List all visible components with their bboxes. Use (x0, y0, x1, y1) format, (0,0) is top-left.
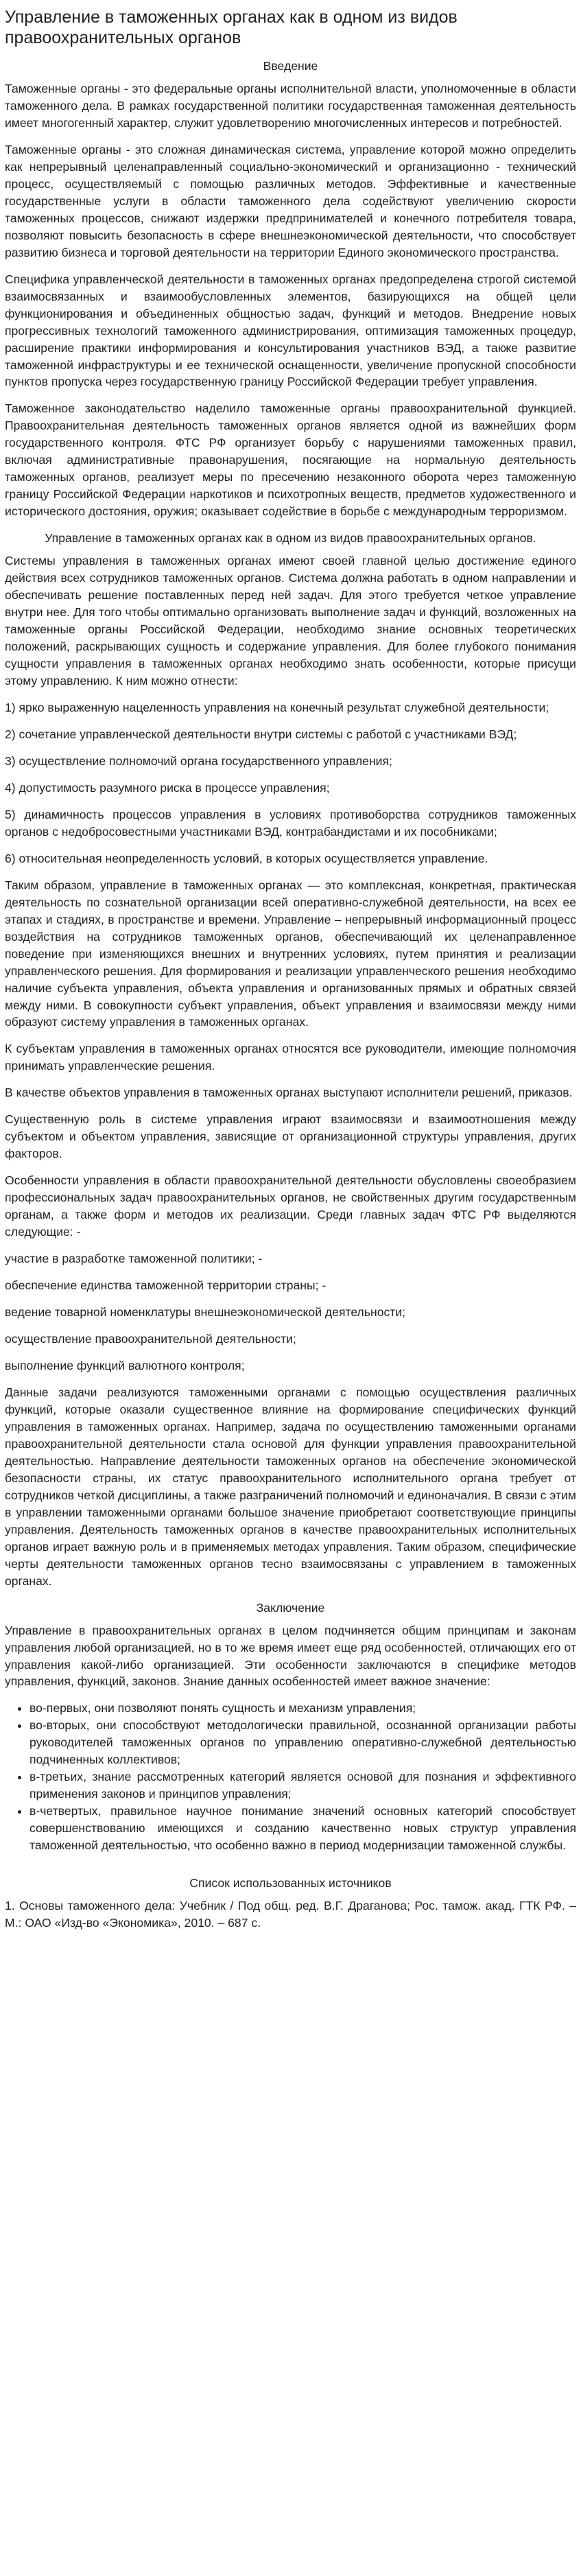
feature-item: 5) динамичность процессов управления в условиях противоборства сотрудников таможенных органов с недобросовестными участниками ВЭД, контрабандистами и их пособниками; (5, 807, 576, 839)
references-heading: Список использованных источников (189, 1876, 392, 1890)
main-section-heading: Управление в таможенных органах как в одном из видов правоохранительных органов. (45, 531, 536, 546)
main-paragraph: К субъектам управления в таможенных органах относятся все руководители, имеющие полномочия принимать управленческие решения. (5, 1042, 576, 1073)
conclusion-paragraph: Управление в правоохранительных органах в целом подчиняется общим принципам и законам управления любой организацией, но в то же время имеет еще ряд особенностей, отличающих его от управления какой-либо организацией. Эти особенности заключаются в специфике методов управления, функций, законов. Знание данных особенностей имеет важное значение: (5, 1623, 576, 1689)
list-item: • во-вторых, они способствуют методологически правильной, осознанной организации работы руководителей таможенных органов по управлению оперативно-служебной деятельностью подчиненных коллективов; (29, 1717, 576, 1768)
intro-paragraph: Специфика управленческой деятельности в таможенных органах предопределена строгой системой взаимосвязанных и взаимообусловленных элементов, базирующихся на общей цели функционирования и объединенных общностью задач, функций и методов. Внедрение новых прогрессивных технологий таможенного администрирования, оптимизация таможенных процедур, расширение практики информирования и консультирования участников ВЭД, а также развитие таможенной инфраструктуры и ее технической оснащенности, увеличение пропускной способности пунктов пропуска через государственную границу Российской Федерации требует управления. (5, 272, 576, 389)
task-item: осуществление правоохранительной деятельности; (5, 1332, 296, 1346)
main-paragraph: Таким образом, управление в таможенных органах — это комплексная, конкретная, практическая деятельность по сознательной организации всей оперативно-служебной деятельности, на всех ее этапах и стадиях, в пространстве и времени. Управление – непрерывный информационный процесс воздействия на сотрудников таможенных органов, обеспечивающий их целенаправленное поведение при изменяющихся внешних и внутренних условиях, путем принятия и реализации управленческого решения. Для формирования и реализации управленческого решения необходимо наличие субъекта управления, объекта управления и организованных прямых и обратных связей между ними. В совокупности субъект управления, объект управления и взаимосвязи между ними образуют систему управления в таможенных органах. (5, 878, 576, 1029)
list-item: • в-четвертых, правильное научное понимание значений основных категорий способствует совершенствованию имеющихся и созданию качественно новых структур управления таможенной деятельностью, что особенно важно в период модернизации таможенной службы. (29, 1803, 576, 1854)
intro-paragraph: Таможенные органы - это сложная динамическая система, управление которой можно определить как непрерывный целенаправленный социально-экономический и организационно - технический процесс, осуществляемый с помощью различных методов. Эффективные и качественные государственные услуги в области таможенного дела содействуют увеличению скорости таможенных процессов, снижают издержки предпринимателей и конечного потребителя товара, позволяют повысить безопасность в сфере внешнеэкономической деятельности, что способствует развитию бизнеса и торговой деятельности на территории Единого экономического пространства. (5, 142, 576, 259)
task-item: участие в разработке таможенной политики; - (5, 1252, 263, 1266)
feature-item: 6) относительная неопределенность условий, в которых осуществляется управление. (5, 851, 488, 865)
document-page (0, 7, 581, 1932)
main-paragraph: Системы управления в таможенных органах имеют своей главной целью достижение единого действия всех сотрудников таможенных органов. Система должна работать в одном направлении и обеспечивать решение поставленных перед ней задач. Для этого требуется четкое управление внутри нее. Для того чтобы оптимально организовать выполнение задач и функций, возложенных на таможенные органы Российской Федерации, необходимо знание основных теоретических положений, раскрывающих сущность и содержание управления. Для более глубокого понимания сущности управления в таможенных органах необходимо знать особенности, которые присущи этому управлению. К ним можно отнести: (5, 554, 576, 688)
list-item: • в-третьих, знание рассмотренных категорий является основой для познания и эффективного применения законов и принципов управления; (29, 1768, 576, 1803)
feature-item: 2) сочетание управленческой деятельности внутри системы с работой с участниками ВЭД; (5, 727, 517, 741)
conclusion-list (5, 1700, 576, 1854)
feature-item: 4) допустимость разумного риска в процессе управления; (5, 780, 330, 795)
task-item: выполнение функций валютного контроля; (5, 1359, 245, 1372)
reference-item: 1. Основы таможенного дела: Учебник / Под общ. ред. В.Г. Драганова; Рос. тамож. акад. ГТК РФ. – М.: ОАО «Изд-во «Экономика», 2010. – 687 с. (5, 1899, 576, 1930)
page-title: Управление в таможенных органах как в одном из видов правоохранительных органов (5, 8, 458, 47)
main-paragraph: Существенную роль в системе управления играют взаимосвязи и взаимоотношения между субъектом и объектом управления, зависящие от организационной структуры управления, других факторов. (5, 1112, 576, 1161)
list-item: • во-первых, они позволяют понять сущность и механизм управления; (29, 1700, 576, 1717)
feature-item: 1) ярко выраженную нацеленность управления на конечный результат служебной деятельности; (5, 700, 549, 714)
feature-item: 3) осуществление полномочий органа государственного управления; (5, 753, 392, 768)
main-paragraph: Особенности управления в области правоохранительной деятельности обусловлены своеобразием профессиональных задач правоохранительных органов, не свойственных другим государственным органам, а также форм и методов их реализации. Среди главных задач ФТС РФ выделяются следующие: - (5, 1173, 576, 1239)
intro-paragraph: Таможенное законодательство наделило таможенные органы правоохранительной функцией. Правоохранительная деятельность таможенных органов является одной из важнейших форм государственного контроля. ФТС РФ организует борьбу с нарушениями таможенных правил, включая административные правонарушения, посягающие на нормальную деятельность таможенных органов, реализует меры по пресечению незаконного оборота через таможенную границу Российской Федерации наркотиков и психотропных веществ, предметов художественного и исторического достояния, оружия; оказывает содействие в борьбе с международным терроризмом. (5, 401, 576, 519)
intro-heading: Введение (263, 59, 318, 73)
intro-paragraph: Таможенные органы - это федеральные органы исполнительной власти, уполномоченные в области таможенного дела. В рамках государственной политики государственная таможенная деятельность имеет многогенный характер, служит удовлетворению многочисленных интересов и потребностей. (5, 81, 576, 130)
main-paragraph: Данные задачи реализуются таможенными органами с помощью осуществления различных функций, которые оказали существенное влияние на формирование специфических функций управления в таможенных органах. Например, задача по осуществлению таможенными органами правоохранительной деятельности стала основой для функции управления правоохранительной деятельностью. Направление деятельности таможенных органов на обеспечение экономической безопасности страны, их статус правоохранительного исполнительного органа требует от сотрудников четкой дисциплины, а также разграничений полномочий и единоначалия. В связи с этим в управлении таможенными органами большое значение приобретают соответствующие принципы управления. Деятельность таможенных органов в качестве правоохранительных исполнительных органов играет важную роль и в применяемых методах управления. Таким образом, специфические черты деятельности таможенных органов тесно взаимосвязаны с управлением в таможенных органах. (5, 1385, 576, 1588)
conclusion-heading: Заключение (256, 1600, 325, 1615)
task-item: обеспечение единства таможенной территории страны; - (5, 1278, 327, 1293)
task-item: ведение товарной номенклатуры внешнеэкономической деятельности; (5, 1305, 406, 1320)
main-paragraph: В качестве объектов управления в таможенных органах выступают исполнители решений, приказов. (5, 1086, 573, 1100)
